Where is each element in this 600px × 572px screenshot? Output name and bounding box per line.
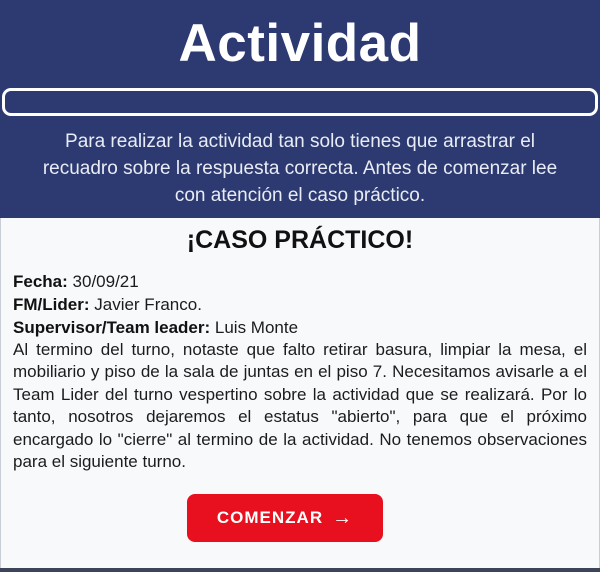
meta-value: Luis Monte [214, 318, 299, 337]
meta-value: Javier Franco. [94, 295, 202, 314]
header-banner [0, 0, 600, 218]
meta-row-supervisor [13, 316, 587, 339]
page-title: Actividad [178, 14, 422, 73]
instructions-text: Para realizar la actividad tan solo tienes que arrastrar el recuadro sobre la respuesta correcta. Antes de comenzar lee con atención el caso práctico. [42, 131, 558, 206]
meta-label: Supervisor/Team leader: [13, 318, 211, 337]
meta-value: 30/09/21 [72, 272, 139, 291]
case-description: Al termino del turno, notaste que falto retirar basura, limpiar la mesa, el mobiliario y piso de la sala de juntas en el piso 7. Necesitamos avisarle a el Team Lider del turno vespertino sobre la actividad que se realizará. Por lo tanto, nosotros dejaremos el estatus "abierto", para que el próximo encargado lo "cierre" al termino de la actividad. No tenemos observaciones para el siguiente turno. [13, 340, 587, 472]
start-button[interactable] [187, 494, 383, 542]
case-meta [13, 270, 587, 339]
case-content [0, 218, 600, 568]
bottom-divider [0, 568, 600, 572]
meta-row-fecha [13, 270, 587, 293]
meta-label: FM/Lider: [13, 295, 90, 314]
arrow-right-icon: → [332, 507, 354, 530]
progress-bar-outline [2, 88, 598, 116]
meta-row-fm-lider [13, 293, 587, 316]
start-button-label: COMENZAR [216, 508, 324, 528]
case-heading: ¡CASO PRÁCTICO! [186, 226, 414, 254]
meta-label: Fecha: [13, 272, 68, 291]
